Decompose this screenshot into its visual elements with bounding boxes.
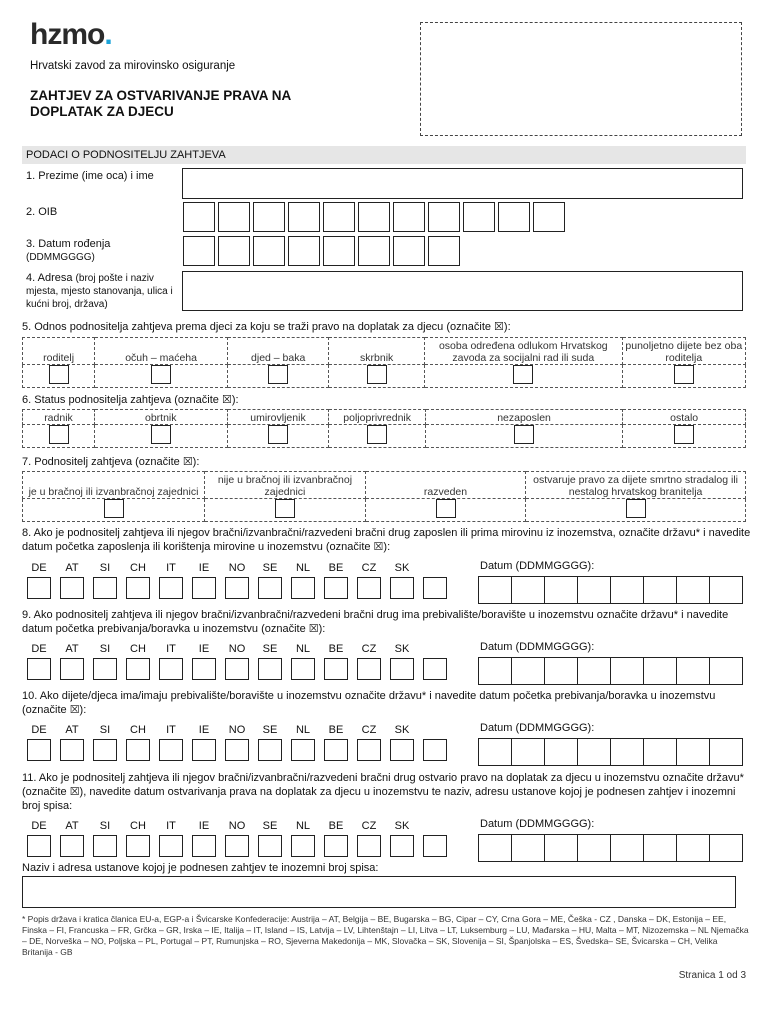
q10-country-label: CH: [130, 724, 146, 736]
q11-date-digit[interactable]: [610, 834, 644, 862]
oib-digit-11[interactable]: [533, 202, 565, 232]
q11-country-label: CH: [130, 820, 146, 832]
q11-country-checkbox[interactable]: [126, 835, 150, 857]
q10-country-label: BE: [328, 724, 344, 736]
q5-option-label: skrbnik: [329, 338, 425, 365]
q10-country-checkbox[interactable]: [126, 739, 150, 761]
q10-country-checkbox[interactable]: [93, 739, 117, 761]
oib-digit-8[interactable]: [428, 202, 460, 232]
q9-country-label: CH: [130, 643, 146, 655]
q11-country-label: SI: [99, 820, 111, 832]
q11-date-digit[interactable]: [478, 834, 512, 862]
q8-date-digit[interactable]: [577, 576, 611, 604]
birthdate-digit-7[interactable]: [393, 236, 425, 266]
q8-date-label: Datum (DDMMGGGG):: [480, 560, 595, 572]
q6-checkbox[interactable]: [49, 425, 69, 444]
q9-date-digit[interactable]: [676, 657, 710, 685]
q6-label: 6. Status podnositelja zahtjeva (označite ☒):: [22, 394, 239, 406]
q8-country-checkbox[interactable]: [225, 577, 249, 599]
q10-date-label: Datum (DDMMGGGG):: [480, 722, 595, 734]
q11-country-checkbox[interactable]: [27, 835, 51, 857]
q11-date-digit[interactable]: [544, 834, 578, 862]
q8-country-checkbox[interactable]: [390, 577, 414, 599]
q8-country-checkbox[interactable]: [126, 577, 150, 599]
q10-label: 10. Ako dijete/djeca ima/imaju prebivalište/boravište u inozemstvu označite državu* i navedite datum početka prebivanja/boravka u inozemstvu (označite ☒):: [22, 690, 716, 716]
q11-institution-field[interactable]: [22, 876, 736, 908]
q9-country-label: AT: [65, 643, 79, 655]
q9-country-checkbox[interactable]: [291, 658, 315, 680]
q10-country-label: AT: [65, 724, 79, 736]
oib-digit-4[interactable]: [288, 202, 320, 232]
q8-date-digit[interactable]: [544, 576, 578, 604]
q11-country-label: SE: [262, 820, 278, 832]
q7-option-label: razveden: [365, 472, 525, 499]
q11-country-label: CZ: [361, 820, 377, 832]
q5-checkbox[interactable]: [367, 365, 387, 384]
q10-country-label: SI: [99, 724, 111, 736]
q8-date-field: [479, 576, 743, 604]
q5-checkbox[interactable]: [268, 365, 288, 384]
q10-date-field: [479, 738, 743, 766]
q11-country-label: NL: [295, 820, 311, 832]
q5-checkbox[interactable]: [151, 365, 171, 384]
q6-checkbox[interactable]: [151, 425, 171, 444]
q9-date-digit[interactable]: [643, 657, 677, 685]
q11-date-label: Datum (DDMMGGGG):: [480, 818, 595, 830]
q11-date-digit[interactable]: [709, 834, 743, 862]
birthdate-digit-4[interactable]: [288, 236, 320, 266]
q6-checkbox[interactable]: [268, 425, 288, 444]
q9-country-label: SK: [394, 643, 410, 655]
q10-date-digit[interactable]: [544, 738, 578, 766]
q6-option-label: umirovljenik: [227, 410, 329, 425]
q9-date-digit[interactable]: [511, 657, 545, 685]
q8-country-checkbox[interactable]: [93, 577, 117, 599]
q11-other-country-box[interactable]: [423, 835, 447, 857]
q7-checkbox[interactable]: [104, 499, 124, 518]
q9-country-checkbox[interactable]: [93, 658, 117, 680]
q8-country-label: IE: [198, 562, 210, 574]
q10-other-country-box[interactable]: [423, 739, 447, 761]
q8-country-checkbox[interactable]: [159, 577, 183, 599]
q11-date-digit[interactable]: [676, 834, 710, 862]
q10-date-digit[interactable]: [676, 738, 710, 766]
q8-country-checkbox[interactable]: [324, 577, 348, 599]
q11-country-checkbox[interactable]: [390, 835, 414, 857]
q10-country-checkbox[interactable]: [27, 739, 51, 761]
q9-country-checkbox[interactable]: [126, 658, 150, 680]
q10-country-checkbox[interactable]: [192, 739, 216, 761]
q10-country-checkbox[interactable]: [225, 739, 249, 761]
q10-country-label: SK: [394, 724, 410, 736]
q8-country-checkbox[interactable]: [27, 577, 51, 599]
q8-country-label: SE: [262, 562, 278, 574]
q11-country-label: SK: [394, 820, 410, 832]
q10-country-label: DE: [31, 724, 47, 736]
q6-option-label: nezaposlen: [425, 410, 622, 425]
q5-option-label: osoba određena odlukom Hrvatskog zavoda za socijalni rad ili suda: [424, 338, 622, 365]
q8-date-digit[interactable]: [709, 576, 743, 604]
oib-label: 2. OIB: [26, 206, 58, 218]
q9-country-checkbox[interactable]: [192, 658, 216, 680]
oib-digit-5[interactable]: [323, 202, 355, 232]
q11-country-label: BE: [328, 820, 344, 832]
q8-country-label: IT: [166, 562, 176, 574]
q11-country-checkbox[interactable]: [93, 835, 117, 857]
q11-country-label: IE: [198, 820, 210, 832]
q9-country-checkbox[interactable]: [159, 658, 183, 680]
q8-country-label: NO: [228, 562, 246, 574]
birthdate-label: 3. Datum rođenja: [26, 238, 111, 250]
q9-date-digit[interactable]: [544, 657, 578, 685]
birthdate-digit-8[interactable]: [428, 236, 460, 266]
q8-country-label: AT: [65, 562, 79, 574]
birthdate-digit-2[interactable]: [218, 236, 250, 266]
q7-checkbox[interactable]: [275, 499, 295, 518]
q10-country-label: NO: [228, 724, 246, 736]
q9-date-digit[interactable]: [610, 657, 644, 685]
q8-country-checkbox[interactable]: [291, 577, 315, 599]
q8-country-label: CH: [130, 562, 146, 574]
q9-country-label: CZ: [361, 643, 377, 655]
q9-date-digit[interactable]: [478, 657, 512, 685]
q9-country-checkbox[interactable]: [60, 658, 84, 680]
page-number: Stranica 1 od 3: [678, 970, 746, 981]
q5-checkbox[interactable]: [513, 365, 533, 384]
form-title: ZAHTJEV ZA OSTVARIVANJE PRAVA NA DOPLATAK ZA DJECU: [30, 88, 291, 119]
country-footnote: * Popis država i kratica članica EU-a, EGP-a i Švicarske Konfederacije: Austrija – AT, Belgija – BE, Bugarska – BG, Cipar – CY, Crna Gora – ME, Češka - CZ , Danska – DK, Estonija – EE, Finska – FI, Francuska – FR, Grčka – GR, Irska – IE, Italija – IT, Island – IS, Latvija – LV, Lihtenštajn – LI, Litva – LT, Luksemburg – LU, Mađarska – HU, Malta – MT, Nizozemska – NL Njemačka – DE, Norveška – NO, Poljska – PL, Portugal – PT, Rumunjska – RO, Sjeverna Makedonija – MK, Slovačka – SK, Slovenija – SI, Španjolska – ES, Švedska– SE, Švicarska – CH, Velika Britanija - GB: [22, 914, 749, 957]
q10-country-checkbox[interactable]: [291, 739, 315, 761]
q9-country-checkbox[interactable]: [27, 658, 51, 680]
q6-option-label: obrtnik: [95, 410, 228, 425]
q10-date-digit[interactable]: [610, 738, 644, 766]
address-label: 4. Adresa (broj pošte i naziv mjesta, mjesto stanovanja, ulica i kućni broj, država): [26, 272, 173, 310]
q9-country-label: NO: [228, 643, 246, 655]
q7-checkbox[interactable]: [626, 499, 646, 518]
q11-country-checkbox[interactable]: [159, 835, 183, 857]
q11-country-checkbox[interactable]: [258, 835, 282, 857]
q9-country-label: SI: [99, 643, 111, 655]
hzmo-logo: hzmo.: [30, 18, 112, 51]
q9-country-checkbox[interactable]: [390, 658, 414, 680]
q6-checkbox[interactable]: [674, 425, 694, 444]
surname-label: 1. Prezime (ime oca) i ime: [26, 170, 154, 182]
q7-option-label: ostvaruje pravo za dijete smrtno stradalog ili nestalog hrvatskog branitelja: [526, 472, 746, 499]
q8-date-digit[interactable]: [676, 576, 710, 604]
oib-digit-9[interactable]: [463, 202, 495, 232]
q5-checkbox[interactable]: [674, 365, 694, 384]
q7-options-table: [22, 471, 746, 522]
agency-name: Hrvatski zavod za mirovinsko osiguranje: [30, 60, 236, 72]
q10-country-label: CZ: [361, 724, 377, 736]
q9-country-checkbox[interactable]: [324, 658, 348, 680]
q10-country-checkbox[interactable]: [60, 739, 84, 761]
birthdate-digit-5[interactable]: [323, 236, 355, 266]
oib-digit-6[interactable]: [358, 202, 390, 232]
q10-country-checkbox[interactable]: [357, 739, 381, 761]
q8-other-country-box[interactable]: [423, 577, 447, 599]
q10-date-digit[interactable]: [643, 738, 677, 766]
q11-date-digit[interactable]: [643, 834, 677, 862]
q8-country-checkbox[interactable]: [192, 577, 216, 599]
q9-country-label: NL: [295, 643, 311, 655]
address-hint: (broj pošte i naziv mjesta, mjesto stanovanja, ulica i kućni broj, država): [26, 273, 173, 310]
q5-option-label: punoljetno dijete bez oba roditelja: [622, 338, 745, 365]
q9-date-digit[interactable]: [709, 657, 743, 685]
q8-country-label: NL: [295, 562, 311, 574]
surname-field[interactable]: [182, 168, 743, 199]
oib-digit-10[interactable]: [498, 202, 530, 232]
q9-country-label: SE: [262, 643, 278, 655]
q6-option-label: poljoprivrednik: [329, 410, 425, 425]
q5-option-label: očuh – maćeha: [95, 338, 228, 365]
q8-date-digit[interactable]: [643, 576, 677, 604]
q9-country-label: IT: [166, 643, 176, 655]
q10-country-label: IT: [166, 724, 176, 736]
q11-country-label: DE: [31, 820, 47, 832]
q5-label: 5. Odnos podnositelja zahtjeva prema djeci za koju se traži pravo na doplatak za djecu (označite ☒):: [22, 321, 511, 333]
q10-country-checkbox[interactable]: [390, 739, 414, 761]
q7-checkbox[interactable]: [436, 499, 456, 518]
q10-date-digit[interactable]: [709, 738, 743, 766]
q10-country-checkbox[interactable]: [159, 739, 183, 761]
q9-country-checkbox[interactable]: [258, 658, 282, 680]
oib-digit-1[interactable]: [183, 202, 215, 232]
q11-institution-label: Naziv i adresa ustanove kojoj je podnesen zahtjev te inozemni broj spisa:: [22, 862, 379, 874]
q10-country-checkbox[interactable]: [258, 739, 282, 761]
q11-country-checkbox[interactable]: [225, 835, 249, 857]
q9-date-digit[interactable]: [577, 657, 611, 685]
q5-options-table: [22, 337, 746, 388]
q5-option-label: roditelj: [23, 338, 95, 365]
q9-country-checkbox[interactable]: [225, 658, 249, 680]
q9-country-checkbox[interactable]: [357, 658, 381, 680]
q7-option-label: je u bračnoj ili izvanbračnoj zajednici: [23, 472, 205, 499]
q6-checkbox[interactable]: [367, 425, 387, 444]
q11-country-label: NO: [228, 820, 246, 832]
q8-country-checkbox[interactable]: [357, 577, 381, 599]
q6-option-label: ostalo: [623, 410, 746, 425]
q9-other-country-box[interactable]: [423, 658, 447, 680]
q11-country-checkbox[interactable]: [357, 835, 381, 857]
q11-country-label: AT: [65, 820, 79, 832]
q8-date-digit[interactable]: [610, 576, 644, 604]
q10-country-label: IE: [198, 724, 210, 736]
q11-label: 11. Ako je podnositelj zahtjeva ili njegov bračni/izvanbračni/razvedeni bračni drug ostvario pravo na doplatak za djecu u inozemstvu označite državu* (označite ☒), navedite datum ostvarivanja prava na doplatak za djecu u inozemstvu te naziv, adresu ustanove kojoj je podnesen zahtjev i inozemni broj spisa:: [22, 772, 744, 812]
q10-date-digit[interactable]: [511, 738, 545, 766]
oib-digit-7[interactable]: [393, 202, 425, 232]
q10-country-label: SE: [262, 724, 278, 736]
birthdate-digit-3[interactable]: [253, 236, 285, 266]
q11-date-digit[interactable]: [577, 834, 611, 862]
q7-label: 7. Podnositelj zahtjeva (označite ☒):: [22, 456, 200, 468]
q9-date-field: [479, 657, 743, 685]
birthdate-hint: (DDMMGGGG): [26, 252, 95, 263]
q6-checkbox[interactable]: [514, 425, 534, 444]
q9-country-label: IE: [198, 643, 210, 655]
q8-country-label: DE: [31, 562, 47, 574]
q11-country-checkbox[interactable]: [192, 835, 216, 857]
q8-country-checkbox[interactable]: [60, 577, 84, 599]
oib-digit-2[interactable]: [218, 202, 250, 232]
q8-date-digit[interactable]: [511, 576, 545, 604]
q6-options-table: [22, 409, 746, 448]
address-field[interactable]: [182, 271, 743, 311]
q9-date-label: Datum (DDMMGGGG):: [480, 641, 595, 653]
q8-country-label: SK: [394, 562, 410, 574]
q8-country-label: CZ: [361, 562, 377, 574]
birthdate-digit-1[interactable]: [183, 236, 215, 266]
q11-country-checkbox[interactable]: [60, 835, 84, 857]
q9-country-label: DE: [31, 643, 47, 655]
q5-option-label: djed – baka: [228, 338, 329, 365]
birthdate-digit-6[interactable]: [358, 236, 390, 266]
q11-date-digit[interactable]: [511, 834, 545, 862]
q9-country-label: BE: [328, 643, 344, 655]
oib-digit-3[interactable]: [253, 202, 285, 232]
q10-country-label: NL: [295, 724, 311, 736]
q9-label: 9. Ako podnositelj zahtjeva ili njegov bračni/izvanbračni/razvedeni bračni drug ima prebivalište/boravište u inozemstvu označite državu* i navedite datum početka prebivanja/boravka u inozemstvu (označite ☒):: [22, 609, 729, 635]
q11-country-label: IT: [166, 820, 176, 832]
q8-date-digit[interactable]: [478, 576, 512, 604]
q10-date-digit[interactable]: [478, 738, 512, 766]
section-heading: PODACI O PODNOSITELJU ZAHTJEVA: [22, 146, 746, 164]
q8-country-label: SI: [99, 562, 111, 574]
stamp-area: [420, 22, 742, 136]
q8-country-label: BE: [328, 562, 344, 574]
q10-date-digit[interactable]: [577, 738, 611, 766]
q5-checkbox[interactable]: [49, 365, 69, 384]
q10-country-checkbox[interactable]: [324, 739, 348, 761]
q6-option-label: radnik: [23, 410, 95, 425]
q8-country-checkbox[interactable]: [258, 577, 282, 599]
q11-date-field: [479, 834, 743, 862]
q7-option-label: nije u bračnoj ili izvanbračnoj zajednici: [205, 472, 366, 499]
q11-country-checkbox[interactable]: [324, 835, 348, 857]
q8-label: 8. Ako je podnositelj zahtjeva ili njegov bračni/izvanbračni/razvedeni bračni drug zaposlen ili prima mirovinu iz inozemstva, označite državu* i navedite datum početka zaposlenja ili korištenja mirovine u inozemstvu (označite ☒):: [22, 527, 751, 553]
q11-country-checkbox[interactable]: [291, 835, 315, 857]
